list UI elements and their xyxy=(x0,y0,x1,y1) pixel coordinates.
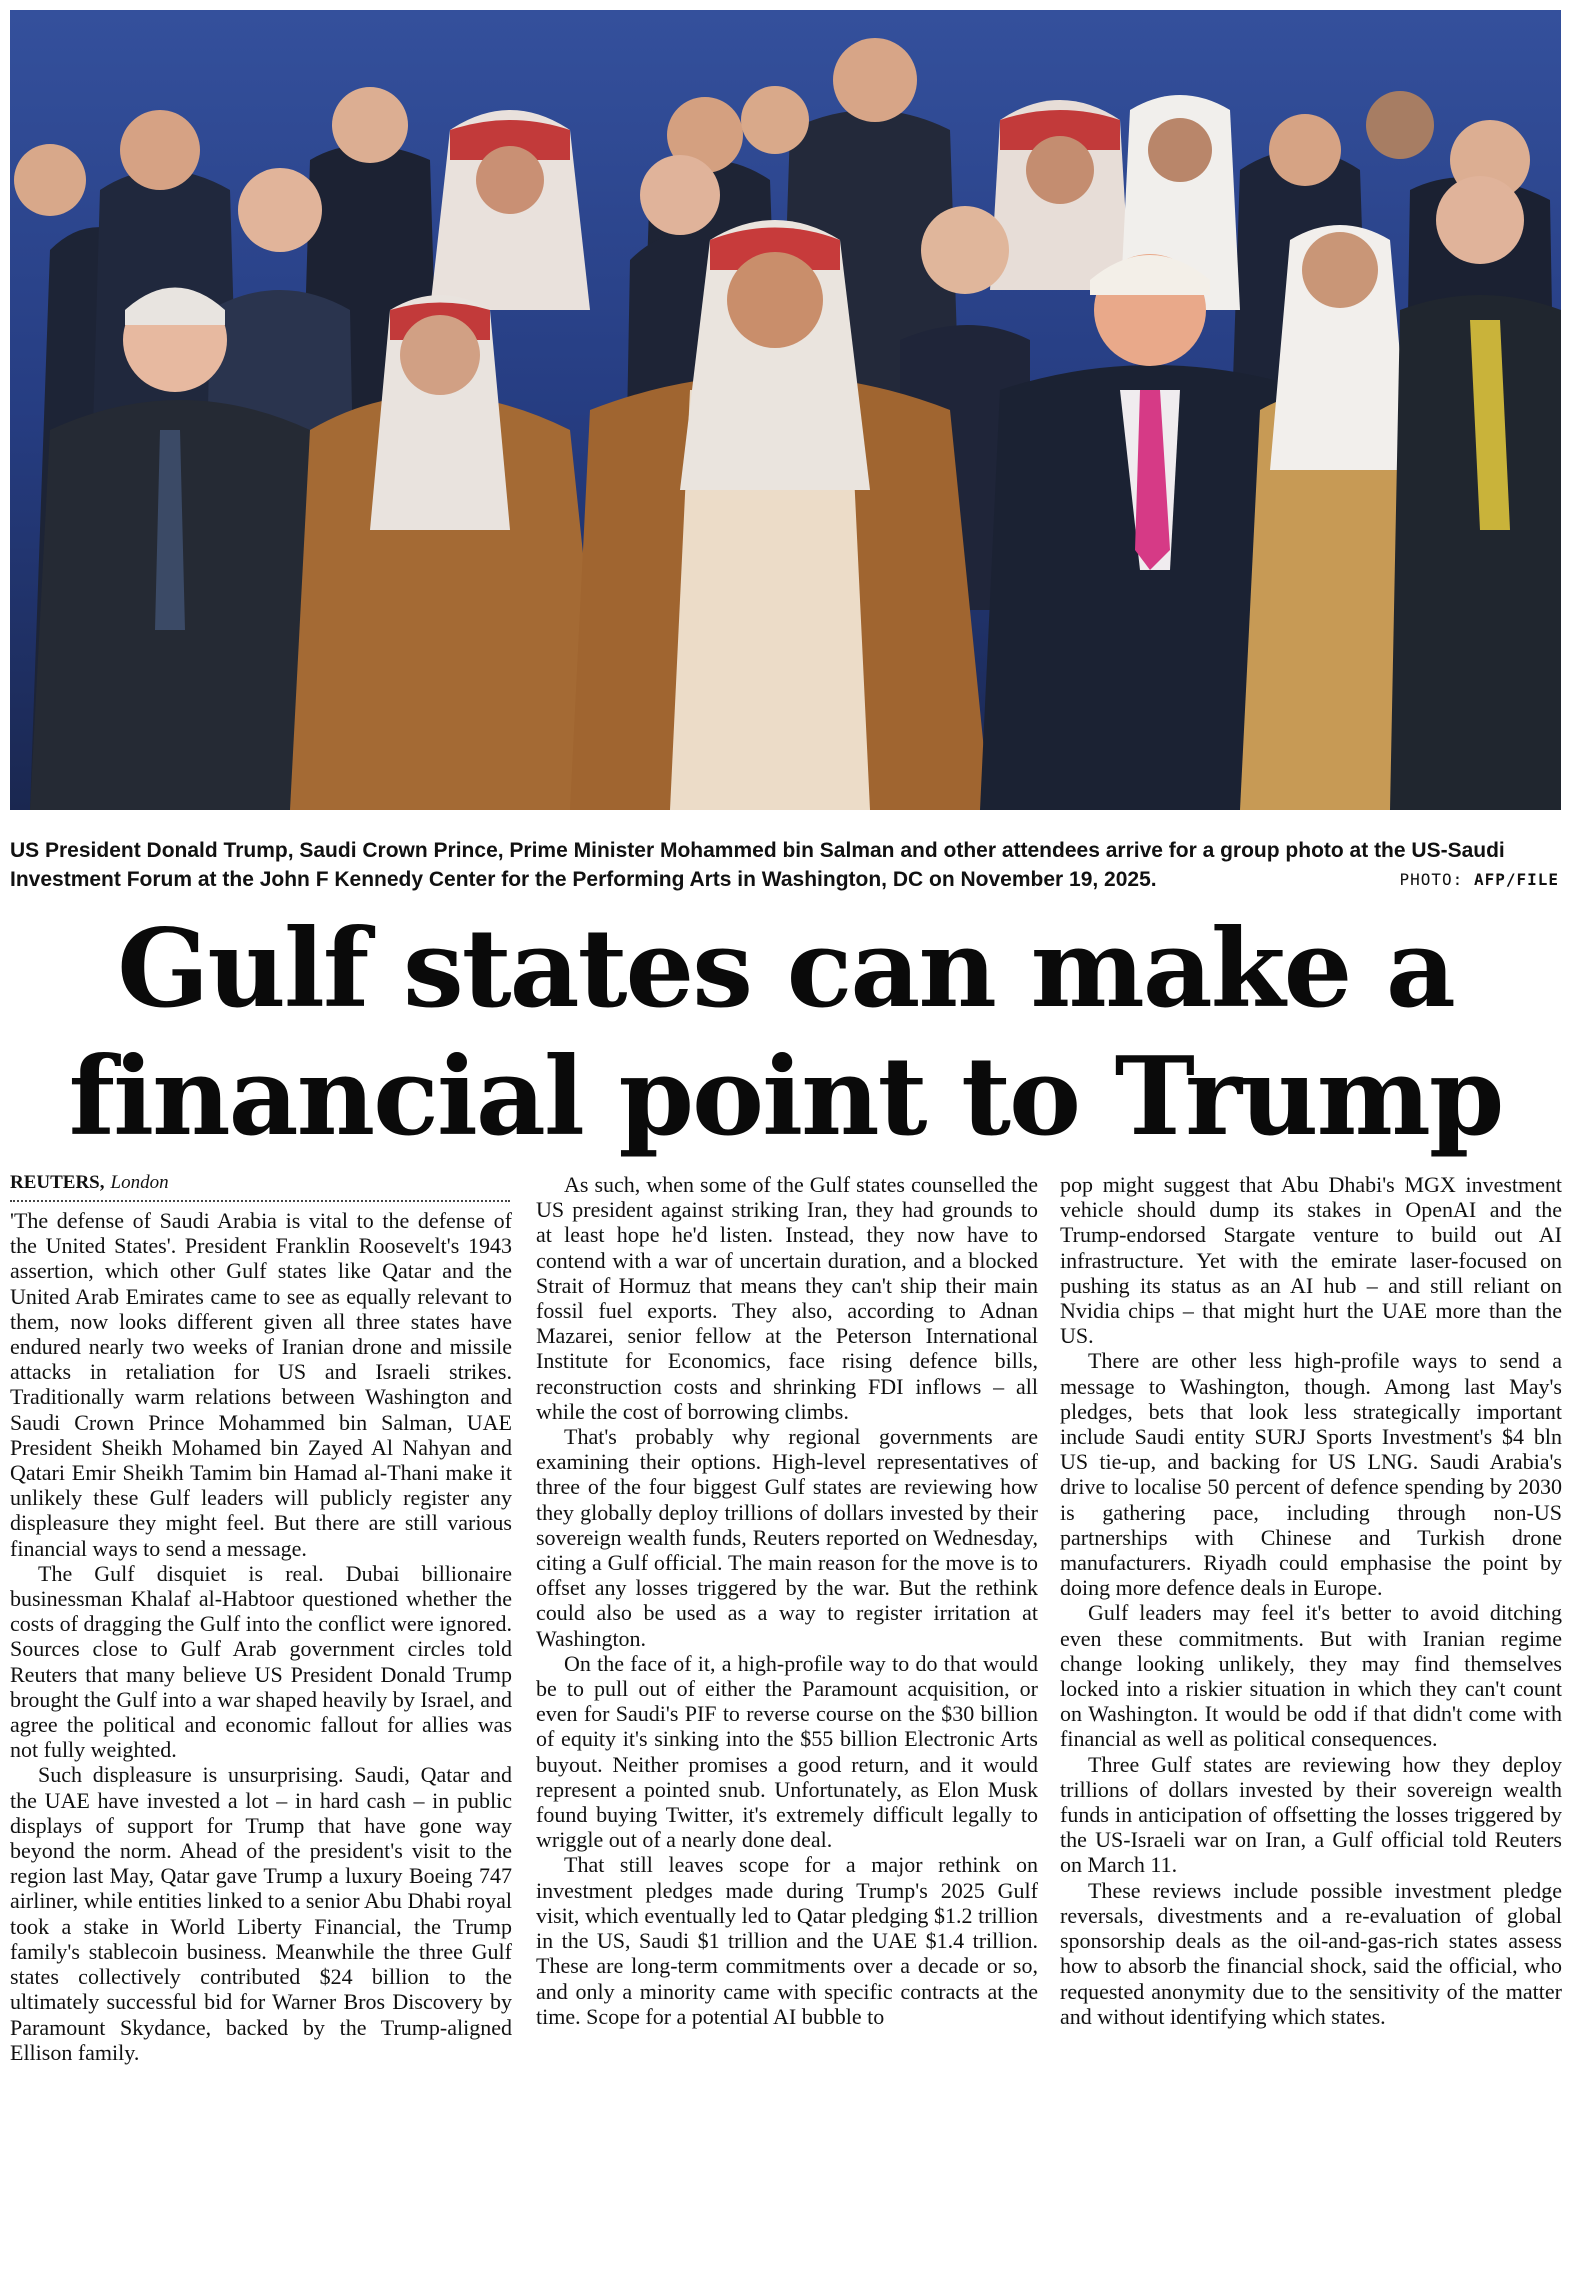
paragraph: pop might suggest that Abu Dhabi's MGX investment vehicle should dump its stakes in OpenAI and the Trump-endorsed Stargate venture to build out AI infrastructure. Yet with the emirate laser-focused on pushing its status as an AI hub – and still reliant on Nvidia chips – that might hurt the UAE more than the US. xyxy=(1060,1172,1562,1349)
photo-credit-source: AFP/FILE xyxy=(1473,870,1559,889)
paragraph: As such, when some of the Gulf states counselled the US president against striking Iran, they had grounds to at least hope he'd listen. Instead, they now have to contend with a war of uncertain duration, and a blocked Strait of Hormuz that means they can't ship their main fossil fuel exports. They also, according to Adnan Mazarei, senior fellow at the Peterson International Institute for Economics, face rising defence bills, reconstruction costs and shrinking FDI inflows – all while the cost of borrowing climbs. xyxy=(536,1172,1038,1424)
article-column-3 xyxy=(1060,1172,1562,2029)
photo-credit xyxy=(1400,870,1560,889)
article-column-1 xyxy=(10,1208,512,2065)
paragraph: On the face of it, a high-profile way to do that would be to pull out of either the Paramount acquisition, or even for Saudi's PIF to reverse course on the $30 billion of equity it's sinking into the $55 billion Electronic Arts buyout. Neither promises a good return, and it would represent a pointed snub. Unfortunately, as Elon Musk found buying Twitter, it's extremely difficult legally to wriggle out of a nearly done deal. xyxy=(536,1650,1038,1853)
paragraph: That's probably why regional governments are examining their options. High-level representatives of three of the four biggest Gulf states are reviewing how they globally deploy trillions of dollars invested by their sovereign wealth funds, Reuters reported on Wednesday, citing a Gulf official. The main reason for the move is to offset any losses triggered by the war. But the rethink could also be used as a way to register irritation at Washington. xyxy=(536,1424,1038,1651)
byline-location: London xyxy=(110,1172,169,1193)
paragraph: There are other less high-profile ways to send a message to Washington, though. Among last May's pledges, bets that look less strategically important include Saudi entity SURJ Sports Investment's $4 bln US tie-up, and backing for US LNG. Saudi Arabia's drive to localise 50 percent of defence spending by 2030 is gathering pace, including through non-US partnerships with Chinese and Turkish drone manufacturers. Riyadh could emphasise the point by doing more defence deals in Europe. xyxy=(1060,1348,1562,1601)
paragraph: Such displeasure is unsurprising. Saudi, Qatar and the UAE have invested a lot – in hard cash – in public displays of support for Trump that have gone way beyond the norm. Ahead of the president's visit to the region last May, Qatar gave Trump a luxury Boeing 747 airliner, while entities linked to a senior Abu Dhabi royal took a stake in World Liberty Financial, the Trump family's stablecoin business. Meanwhile the three Gulf states collectively contributed $24 billion to the ultimately successful bid for Warner Bros Discovery by Paramount Skydance, backed by the Trump-aligned Ellison family. xyxy=(10,1762,512,2065)
headline-line-1: Gulf states can make a xyxy=(117,906,1454,1032)
group-photo-illustration xyxy=(10,10,1561,810)
byline-agency: REUTERS, xyxy=(10,1172,105,1193)
group-photo xyxy=(10,10,1561,810)
paragraph: 'The defense of Saudi Arabia is vital to the defense of the United States'. President Franklin Roosevelt's 1943 assertion, which other Gulf states like Qatar and the United Arab Emirates came to see as equally relevant to them, now looks different given all three states have endured nearly two weeks of Iranian drone and missile attacks in retaliation for US and Israeli strikes. Traditionally warm relations between Washington and Saudi Crown Prince Mohammed bin Salman, UAE President Sheikh Mohamed bin Zayed Al Nahyan and Qatari Emir Sheikh Tamim bin Hamad al-Thani make it unlikely these Gulf leaders will publicly register any displeasure they might feel. But there are still various financial ways to send a message. xyxy=(10,1208,512,1561)
photo-credit-label: PHOTO: xyxy=(1399,870,1464,889)
paragraph: That still leaves scope for a major rethink on investment pledges made during Trump's 2025 Gulf visit, which eventually led to Qatar pledging $1.2 trillion in the US, Saudi $1 trillion and the UAE $1.4 trillion. These are long-term commitments over a decade or so, and only a minority came with specific contracts at the time. Scope for a potential AI bubble to xyxy=(536,1852,1038,2029)
byline xyxy=(10,1172,510,1202)
article-column-2 xyxy=(536,1172,1038,2029)
paragraph: Gulf leaders may feel it's better to avoid ditching even these commitments. But with Iranian regime change looking unlikely, they may find themselves locked into a riskier situation in which they can't count on Washington. It would be odd if that didn't come with financial as well as political consequences. xyxy=(1060,1600,1562,1752)
paragraph: The Gulf disquiet is real. Dubai billionaire businessman Khalaf al-Habtoor questioned whether the costs of dragging the Gulf into the conflict were ignored. Sources close to Gulf Arab government circles told Reuters that many believe US President Donald Trump brought the Gulf into a war shaped heavily by Israel, and agree the political and economic fallout for allies was not fully weighted. xyxy=(10,1560,512,1763)
headline-line-2: financial point to Trump xyxy=(68,1034,1503,1160)
headline xyxy=(0,905,1571,1161)
paragraph: These reviews include possible investment pledge reversals, divestments and a re-evaluation of global sponsorship deals as the oil-and-gas-rich states assess how to absorb the financial shock, said the official, who requested anonymity due to the sensitivity of the matter and without identifying which states. xyxy=(1060,1877,1562,2029)
photo-caption: US President Donald Trump, Saudi Crown Prince, Prime Minister Mohammed bin Salman and other attendees arrive for a group photo at the US-Saudi Investment Forum at the John F Kennedy Center for the Performing Arts in Washington, DC on November 19, 2025. xyxy=(10,839,1505,891)
paragraph: Three Gulf states are reviewing how they deploy trillions of dollars invested by their sovereign wealth funds in anticipation of offsetting the losses triggered by the US-Israeli war on Iran, a Gulf official told Reuters on March 11. xyxy=(1060,1751,1562,1878)
